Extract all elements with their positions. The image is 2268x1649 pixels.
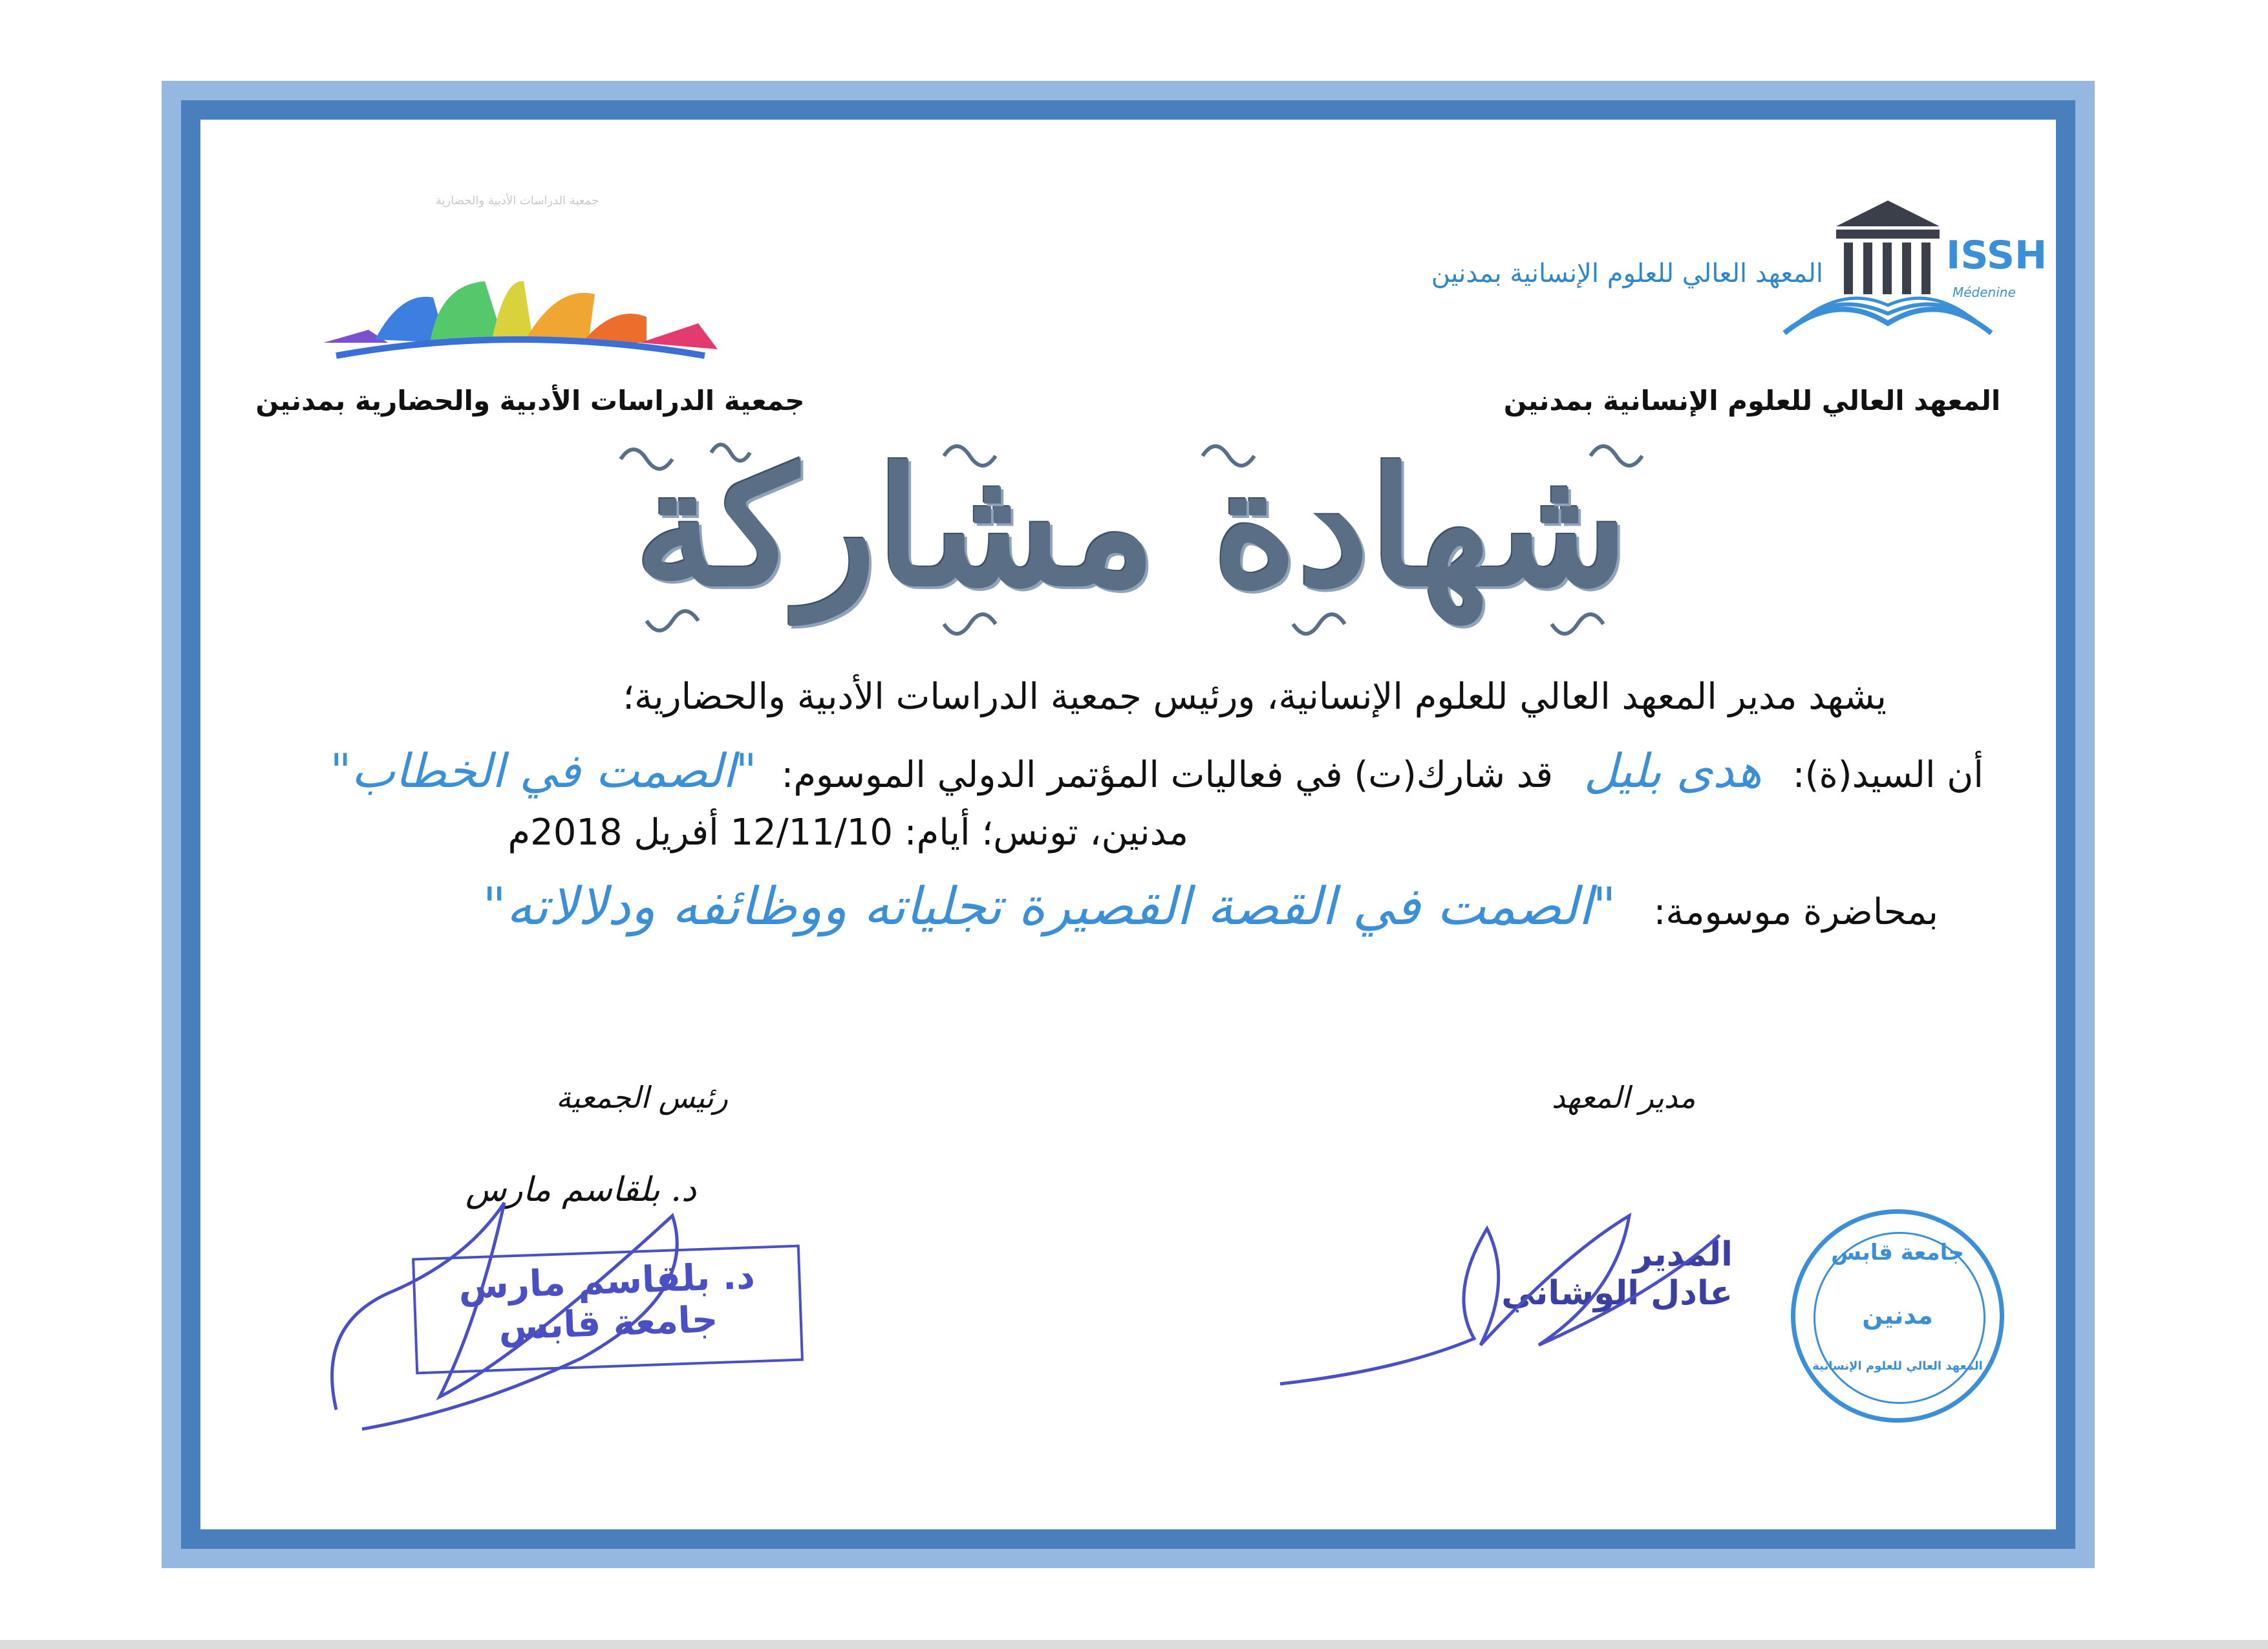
body-date-line: مدنين، تونس؛ أيام: 12/11/10 أفريل 2018م — [508, 812, 1188, 854]
open-book-icon — [310, 220, 731, 375]
institute-name: المعهد العالي للعلوم الإنسانية بمدنين — [1503, 385, 2001, 416]
seal-center-text: مدنين — [1862, 1301, 1933, 1330]
association-stamp-line1: د. بلقاسم مارس — [458, 1255, 756, 1308]
association-role: رئيس الجمعية — [556, 1080, 728, 1115]
body-intro: يشهد مدير المعهد العالي للعلوم الإنسانية، ورئيس جمعية الدراسات الأدبية والحضارية؛ — [623, 676, 1887, 718]
body-participant-line — [330, 744, 1984, 798]
association-stamp-line2: جامعة قابس — [498, 1299, 719, 1348]
participant-prefix: أن السيد(ة): — [1792, 754, 1984, 796]
institute-logo-sub: Médenine — [1952, 285, 2016, 300]
conference-title: "الصمت في الخطاب" — [330, 744, 757, 798]
institute-role: مدير المعهد — [1552, 1080, 1696, 1115]
institute-stamp-line2: عادل الوشاني — [1501, 1274, 1733, 1313]
association-logo-tagline: جمعية الدراسات الأدبية والحضارية — [435, 194, 599, 208]
association-logo — [310, 194, 731, 349]
official-seal — [1791, 1209, 2004, 1423]
participation-text: قد شارك(ت) في فعاليات المؤتمر الدولي الموسوم: — [781, 754, 1553, 796]
institute-signature-scribble — [1267, 1177, 1784, 1410]
seal-bottom-text: المعهد العالي للعلوم الإنسانية — [1812, 1359, 1983, 1373]
association-signatory: د. بلقاسم مارس — [465, 1170, 697, 1209]
title-ornament-icon — [582, 427, 1778, 653]
lecture-prefix: بمحاضرة موسومة: — [1653, 891, 1938, 933]
institute-stamp-line1: المدير — [1632, 1235, 1733, 1274]
body-lecture-line — [482, 876, 1938, 936]
scan-edge — [0, 1640, 2268, 1649]
participant-name: هدى بليل — [1583, 744, 1762, 798]
association-signature-scribble — [310, 1164, 763, 1455]
association-name: جمعية الدراسات الأدبية والحضارية بمدنين — [255, 385, 805, 416]
institute-logo-arabic: المعهد العالي للعلوم الإنسانية بمدنين — [1431, 259, 1823, 288]
institute-acronym: ISSH — [1946, 233, 2048, 278]
institute-logo — [1431, 194, 2048, 349]
seal-top-text: جامعة قابس — [1831, 1240, 1964, 1266]
lecture-title: "الصمت في القصة القصيرة تجلياته ووظائفه ودلالاته" — [482, 876, 1616, 936]
certificate-title: شهادة مشاركة — [634, 432, 1629, 622]
